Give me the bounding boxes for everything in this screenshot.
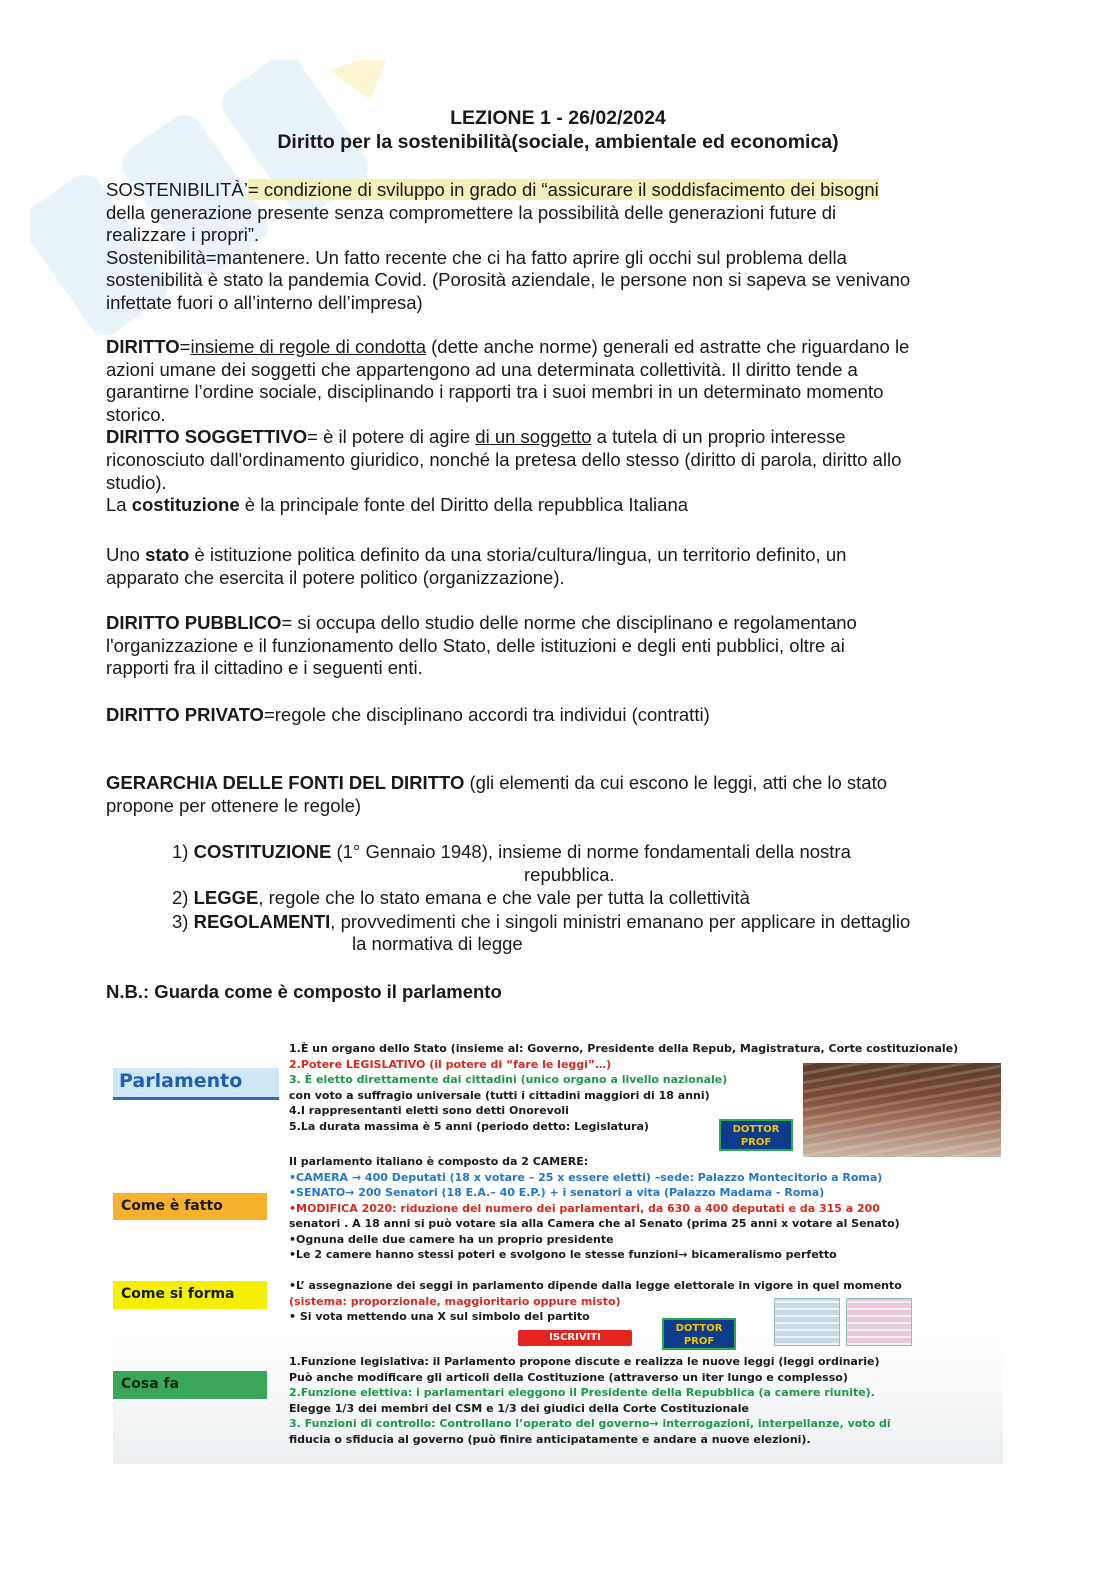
lesson-subtitle: Diritto per la sostenibilità(sociale, ambientale ed economica) [277, 131, 839, 153]
nb-note: N.B.: Guarda come è composto il parlamento [106, 981, 502, 1002]
block-come-forma: •L’ assegnazione dei seggi in parlamento dipende dalla legge elettorale in vigore in quel momento (sistema: proporzionale, maggioritario oppure misto) • Si vota mettendo una X sul simbolo del partito [289, 1279, 902, 1323]
term-diritto-soggettivo: DIRITTO SOGGETTIVO [106, 426, 308, 448]
term-gerarchia: GERARCHIA DELLE FONTI DEL DIRITTO [106, 772, 465, 793]
paragraph-gerarchia: GERARCHIA DELLE FONTI DEL DIRITTO (gli elementi da cui escono le leggi, atti che lo stato propone per ottenere le regole) [106, 772, 888, 816]
ballot-thumbnail [846, 1298, 912, 1346]
ballot-thumbnail [774, 1298, 840, 1346]
term-sostenibilita: SOSTENIBILITÀ’ [106, 179, 248, 200]
term-stato: stato [145, 544, 190, 565]
subscribe-button[interactable]: ISCRIVITI [518, 1330, 632, 1346]
label-come-forma: Come si forma [113, 1281, 267, 1309]
term-diritto-privato: DIRITTO PRIVATO [106, 704, 264, 725]
paragraph-diritto-privato: DIRITTO PRIVATO=regole che disciplinano accordi tra individui (contratti) [106, 704, 710, 725]
parlamento-infographic [113, 1036, 1003, 1464]
block-cosa-fa: 1.Funzione legislativa: il Parlamento propone discute e realizza le nuove leggi (leggi ordinarie) Può anche modificare gli articoli della Costituzione (attraverso un iter lungo e complesso) 2.Funzione elettiva: i parlamentari eleggono il Presidente della Repubblica (a camere riunite). Elegge 1/3 dei membri del CSM e 1/3 dei giudici della Corte Costituzionale 3. Funzioni di controllo: Controllano l’operato del governo→ interrogazioni, interpellanze, voto di fiducia o sfiducia al governo (può finire anticipatamente e andare a nuove elezioni). [289, 1355, 891, 1446]
term-diritto: DIRITTO [106, 336, 180, 357]
label-parlamento: Parlamento [113, 1068, 279, 1100]
list-item: 3) REGOLAMENTI, provvedimenti che i singoli ministri emanano per applicare in dettaglio la normativa di legge [172, 910, 911, 955]
lesson-title: LEZIONE 1 - 26/02/2024 [450, 107, 666, 129]
paragraph-diritto: DIRITTO=insieme di regole di condotta (dette anche norme) generali ed astratte che riguardano le azioni umane dei soggetti che appartengono ad una determinata collettività. Il diritto tende a garantirne l’ordine sociale, disciplinando i rapporti tra i suoi membri in un determinato momento storico. DIRITTO SOGGETTIVO= è il potere di agire di un soggetto a tutela di un proprio interesse riconosciuto dall'ordinamento giuridico, nonché la pretesa dello stesso (diritto di parola, diritto allo studio). La costituzione è la principale fonte del Diritto della repubblica Italiana [106, 336, 910, 516]
term-costituzione: costituzione [131, 494, 240, 516]
paragraph-diritto-pubblico: DIRITTO PUBBLICO= si occupa dello studio delle norme che disciplinano e regolamentano l'organizzazione e il funzionamento dello Stato, delle istituzioni e degli enti pubblici, oltre ai rapporti fra il cittadino e i seguenti enti. [106, 612, 857, 679]
paragraph-stato: Uno stato è istituzione politica definito da una storia/cultura/lingua, un territorio definito, un apparato che esercita il potere politico (organizzazione). [106, 544, 847, 588]
label-come-fatto: Come è fatto [113, 1193, 267, 1220]
paragraph-sostenibilita: SOSTENIBILITÀ’= condizione di sviluppo in grado di “assicurare il soddisfacimento dei bisogni della generazione presente senza compromettere la possibilità delle generazioni future di realizzare i propri”. Sostenibilità=mantenere. Un fatto recente che ci ha fatto aprire gli occhi sul problema della sostenibilità è stato la pandemia Covid. (Porosità aziendale, le persone non si sapeva se venivano infettate fuori o all’interno dell’impresa) [106, 179, 911, 313]
block-come-fatto: Il parlamento italiano è composto da 2 CAMERE: •CAMERA → 400 Deputati (18 x votare – 25 x essere eletti) –sede: Palazzo Montecitorio a Roma) •SENATO→ 200 Senatori (18 E.A.– 40 E.P.) + i senatori a vita (Palazzo Madama - Roma) •MODIFICA 2020: riduzione del numero dei parlamentari, da 630 a 400 deputati e da 315 a 200 senatori . A 18 anni si può votare sia alla Camera che al Senato (prima 25 anni x votare al Senato) •Ognuna delle due camere ha un proprio presidente •Le 2 camere hanno stessi poteri e svolgono le stesse funzioni→ bicameralismo perfetto [289, 1155, 900, 1261]
dottor-prof-logo: DOTTOR PROF [719, 1119, 793, 1151]
fonti-list [172, 841, 1012, 957]
label-cosa-fa: Cosa fa [113, 1371, 267, 1399]
dottor-prof-logo-2: DOTTOR PROF [662, 1318, 736, 1350]
term-diritto-pubblico: DIRITTO PUBBLICO [106, 612, 282, 633]
parliament-photo [803, 1063, 1001, 1157]
block-parlamento: 1.È un organo dello Stato (insieme al: Governo, Presidente della Repub, Magistratura, Corte costituzionale) 2.Potere LEGISLATIVO (il potere di “fare le leggi”…) 3. È eletto direttamente dai cittadini (unico organo a livello nazionale) con voto a suffragio universale (tutti i cittadini maggiori di 18 anni) 4.I rappresentanti eletti sono detti Onorevoli 5.La durata massima è 5 anni (periodo detto: Legislatura) [289, 1042, 959, 1133]
list-item: 1) COSTITUZIONE (1° Gennaio 1948), insieme di norme fondamentali della nostra repubblica. [172, 841, 851, 885]
list-item: 2) LEGGE, regole che lo stato emana e che vale per tutta la collettività [172, 887, 750, 909]
ballot-thumbnails [774, 1298, 914, 1346]
